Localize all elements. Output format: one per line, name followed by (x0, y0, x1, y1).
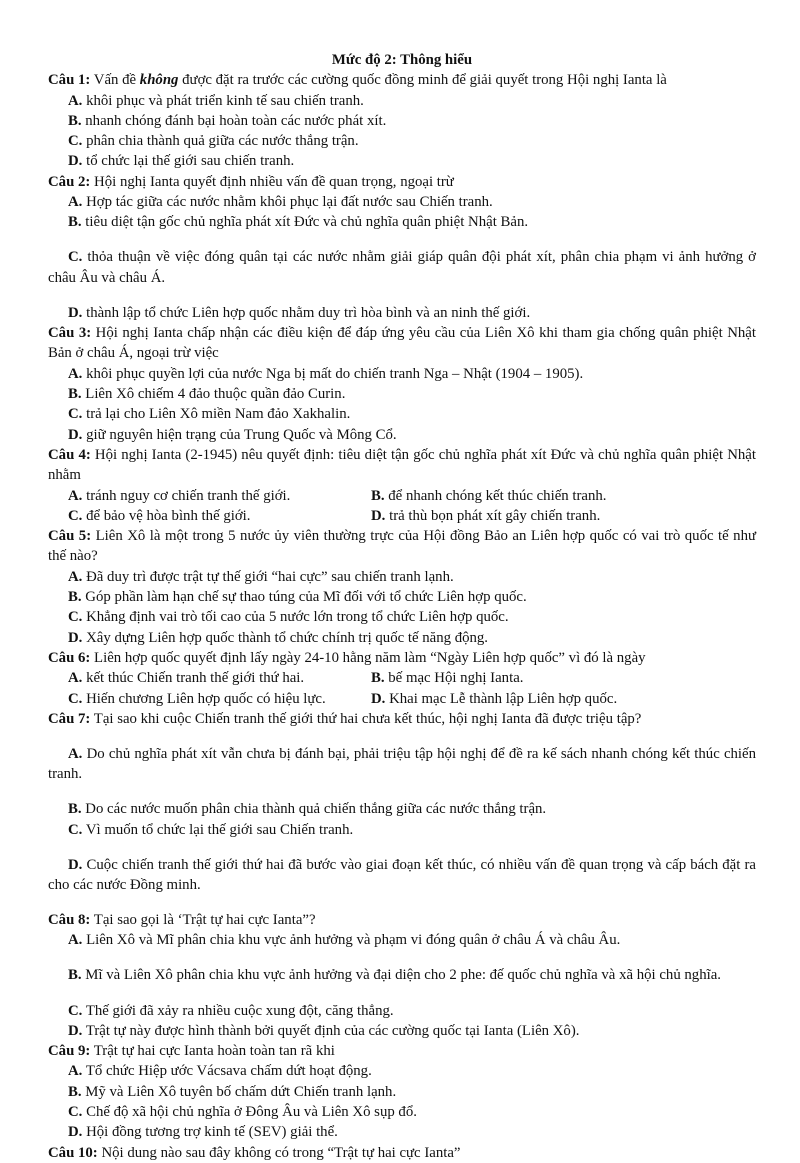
option-b: B. Góp phần làm hạn chế sự thao túng của Mĩ đối với tổ chức Liên hợp quốc. (68, 589, 527, 606)
option-a: A. tránh nguy cơ chiến tranh thế giới. (68, 487, 291, 504)
option-b: B. Liên Xô chiếm 4 đảo thuộc quần đảo Curin. (68, 386, 346, 403)
question-number: Câu 6: (48, 649, 91, 666)
question-9 (48, 1041, 756, 1142)
question-stem (48, 70, 756, 90)
option-c: C. Chế độ xã hội chủ nghĩa ở Đông Âu và Liên Xô sụp đổ. (68, 1104, 417, 1121)
option-c: C. Thế giới đã xảy ra nhiều cuộc xung đột, căng thẳng. (68, 1002, 394, 1019)
option-b: B. Mĩ và Liên Xô phân chia khu vực ảnh hưởng và đại diện cho 2 phe: đế quốc chủ nghĩa và xã hội chủ nghĩa. (68, 967, 721, 984)
question-2 (48, 172, 756, 323)
question-7 (48, 709, 756, 895)
question-8 (48, 910, 756, 1041)
option-c: C. Hiến chương Liên hợp quốc có hiệu lực. (68, 690, 326, 707)
question-stem: Câu 8: Tại sao gọi là ‘Trật tự hai cực Ianta”? (48, 912, 316, 929)
stem-emphasis: không (139, 72, 179, 89)
question-stem: Câu 4: Hội nghị Ianta (2-1945) nêu quyết định: tiêu diệt tận gốc chủ nghĩa phát xít Đức và chủ nghĩa quân phiệt Nhật nhằm (48, 446, 756, 484)
option-a: A. Liên Xô và Mĩ phân chia khu vực ảnh hưởng và phạm vi đóng quân ở châu Á và châu Âu. (68, 932, 621, 949)
option-a: A. Đã duy trì được trật tự thế giới “hai cực” sau chiến tranh lạnh. (68, 568, 454, 585)
question-stem: Câu 2: Hội nghị Ianta quyết định nhiều vấn đề quan trọng, ngoại trừ (48, 173, 454, 190)
option-d: D. thành lập tổ chức Liên hợp quốc nhằm duy trì hòa bình và an ninh thế giới. (68, 304, 531, 321)
question-stem: Câu 7: Tại sao khi cuộc Chiến tranh thế giới thứ hai chưa kết thúc, hội nghị Ianta đã được triệu tập? (48, 710, 642, 727)
option-a: A. khôi phục quyền lợi của nước Nga bị mất do chiến tranh Nga – Nhật (1904 – 1905). (68, 365, 584, 382)
option-a: A. kết thúc Chiến tranh thế giới thứ hai. (68, 670, 305, 687)
option-a: A. Hợp tác giữa các nước nhằm khôi phục lại đất nước sau Chiến tranh. (68, 194, 493, 211)
question-number: Câu 5: (48, 528, 92, 545)
option-d: D. Trật tự này được hình thành bởi quyết định của các cường quốc tại Ianta (Liên Xô). (68, 1022, 580, 1039)
option-d: D. trả thù bọn phát xít gây chiến tranh. (371, 507, 601, 524)
option-a: A. Tổ chức Hiệp ước Vácsava chấm dứt hoạt động. (68, 1063, 372, 1080)
question-number: Câu 9: (48, 1043, 91, 1060)
document-page (48, 50, 756, 1163)
option-d: D. Khai mạc Lễ thành lập Liên hợp quốc. (371, 690, 618, 707)
option-d: D. giữ nguyên hiện trạng của Trung Quốc và Mông Cổ. (68, 426, 397, 443)
question-stem: Câu 6: Liên hợp quốc quyết định lấy ngày 24-10 hằng năm làm “Ngày Liên hợp quốc” vì đó là ngày (48, 649, 646, 666)
question-number: Câu 10: (48, 1144, 98, 1161)
option-row (48, 689, 756, 709)
question-stem: Câu 5: Liên Xô là một trong 5 nước ủy viên thường trực của Hội đồng Bảo an Liên hợp quốc có vai trò quốc tế như thế nào? (48, 528, 756, 565)
option-a: A. khôi phục và phát triển kinh tế sau chiến tranh. (68, 92, 364, 109)
option-b: B. Do các nước muốn phân chia thành quả chiến thắng giữa các nước thắng trận. (68, 801, 547, 818)
question-stem: Câu 3: Hội nghị Ianta chấp nhận các điều kiện để đáp ứng yêu cầu của Liên Xô khi tham gia chống quân phiệt Nhật Bản ở châu Á, ngoại trừ việc (48, 325, 756, 362)
question-number: Câu 7: (48, 710, 91, 727)
option-row (48, 668, 756, 688)
question-10 (48, 1143, 756, 1163)
option-b: B. tiêu diệt tận gốc chủ nghĩa phát xít Đức và chủ nghĩa quân phiệt Nhật Bản. (68, 214, 529, 231)
question-number: Câu 4: (48, 446, 91, 463)
page-title: Mức độ 2: Thông hiểu (331, 52, 473, 68)
option-c: C. để bảo vệ hòa bình thế giới. (68, 507, 251, 524)
option-c: C. thỏa thuận về việc đóng quân tại các nước nhằm giải giáp quân đội phát xít, phân chia phạm vi ảnh hưởng ở châu Âu và châu Á. (48, 249, 756, 286)
option-d: D. tổ chức lại thế giới sau chiến tranh. (68, 153, 295, 170)
stem-text: được đặt ra trước các cường quốc đồng minh để giải quyết trong Hội nghị Ianta là (178, 72, 667, 89)
option-b: B. để nhanh chóng kết thúc chiến tranh. (371, 487, 607, 504)
option-c: C. Vì muốn tổ chức lại thế giới sau Chiến tranh. (68, 821, 354, 838)
option-a: A. Do chủ nghĩa phát xít vẫn chưa bị đánh bại, phải triệu tập hội nghị để đề ra kế sách nhanh chóng kết thúc chiến tranh. (48, 745, 756, 783)
stem-text: Vấn đề (90, 72, 140, 89)
question-number: Câu 1: (48, 72, 91, 89)
question-1 (48, 70, 756, 171)
question-number: Câu 8: (48, 912, 91, 929)
option-b: B. bế mạc Hội nghị Ianta. (371, 670, 524, 687)
question-stem: Câu 9: Trật tự hai cực Ianta hoàn toàn tan rã khi (48, 1043, 335, 1060)
option-row (48, 486, 756, 506)
question-4 (48, 445, 756, 526)
option-c: C. phân chia thành quả giữa các nước thắng trận. (68, 133, 359, 150)
question-5 (48, 526, 756, 648)
question-6 (48, 648, 756, 709)
question-number: Câu 2: (48, 173, 91, 190)
option-d: D. Xây dựng Liên hợp quốc thành tổ chức chính trị quốc tế năng động. (68, 629, 489, 646)
option-b: B. Mỹ và Liên Xô tuyên bố chấm dứt Chiến tranh lạnh. (68, 1083, 397, 1100)
question-3 (48, 323, 756, 445)
question-stem: Câu 10: Nội dung nào sau đây không có trong “Trật tự hai cực Ianta” (48, 1144, 461, 1161)
question-number: Câu 3: (48, 325, 92, 342)
option-c: C. Khẳng định vai trò tối cao của 5 nước lớn trong tổ chức Liên hợp quốc. (68, 609, 509, 626)
option-d: D. Hội đồng tương trợ kinh tế (SEV) giải thể. (68, 1124, 338, 1141)
option-c: C. trả lại cho Liên Xô miền Nam đảo Xakhalin. (68, 406, 351, 423)
option-row (48, 506, 756, 526)
option-b: B. nhanh chóng đánh bại hoàn toàn các nước phát xít. (68, 112, 387, 129)
option-d: D. Cuộc chiến tranh thế giới thứ hai đã bước vào giai đoạn kết thúc, có nhiều vấn đề quan trọng và cấp bách đặt ra cho các nước Đồng minh. (48, 856, 756, 893)
